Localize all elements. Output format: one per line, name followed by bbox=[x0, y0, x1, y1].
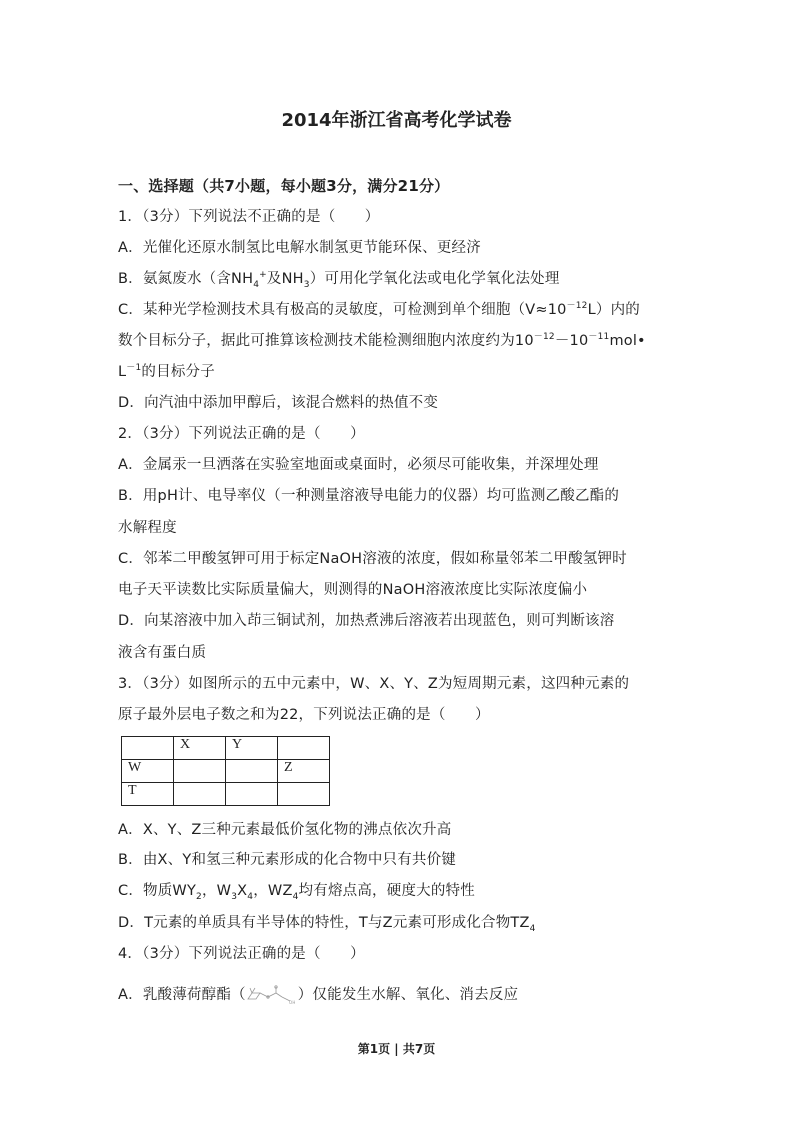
table-cell: W bbox=[122, 760, 174, 783]
subscript: 4 bbox=[247, 891, 254, 902]
table-cell bbox=[174, 783, 226, 806]
q2-option-c-cont: 电子天平读数比实际质量偏大，则测得的NaOH溶液浓度比实际浓度偏小 bbox=[118, 582, 588, 598]
text: 均有熔点高，硬度大的特性 bbox=[298, 883, 475, 899]
text: C．某种光学检测技术具有极高的灵敏度，可检测到单个细胞（V≈10 bbox=[118, 302, 567, 318]
q4-stem: 4．（3分）下列说法正确的是（ ） bbox=[118, 946, 365, 962]
q1-option-d: D．向汽油中添加甲醇后，该混合燃料的热值不变 bbox=[118, 395, 439, 411]
text: 数个目标分子，据此可推算该检测技术能检测细胞内浓度约为10 bbox=[118, 333, 534, 349]
text: L）内的 bbox=[587, 302, 640, 318]
table-cell bbox=[226, 760, 278, 783]
periodic-table-fragment bbox=[121, 736, 330, 806]
q2-stem: 2．（3分）下列说法正确的是（ ） bbox=[118, 426, 365, 442]
table-row bbox=[122, 783, 330, 806]
text: X bbox=[237, 883, 248, 899]
subscript: 3 bbox=[303, 279, 310, 290]
subscript: 3 bbox=[231, 891, 238, 902]
text: ）仅能发生水解、氧化、消去反应 bbox=[297, 987, 519, 1003]
q1-option-b bbox=[118, 269, 560, 289]
text: 及NH bbox=[266, 271, 304, 287]
table-cell: Y bbox=[226, 737, 278, 760]
molecule-structure-icon bbox=[246, 985, 298, 1005]
q1-option-c-cont bbox=[118, 331, 646, 351]
subscript: 4 bbox=[529, 923, 536, 934]
text: 的目标分子 bbox=[141, 364, 215, 380]
section-heading: 一、选择题（共7小题，每小题3分，满分21分） bbox=[118, 177, 450, 195]
q3-stem-cont: 原子最外层电子数之和为22，下列说法正确的是（ ） bbox=[118, 707, 490, 723]
table-row bbox=[122, 737, 330, 760]
q2-option-d-cont: 液含有蛋白质 bbox=[118, 645, 207, 661]
table-cell bbox=[278, 783, 330, 806]
q1-option-a: A．光催化还原水制氢比电解水制氢更节能环保、更经济 bbox=[118, 240, 481, 256]
table-cell: Z bbox=[278, 760, 330, 783]
subscript: 4 bbox=[253, 279, 260, 290]
text: ，W bbox=[201, 883, 232, 899]
q2-option-a: A．金属汞一旦洒落在实验室地面或桌面时，必须尽可能收集，并深埋处理 bbox=[118, 457, 599, 473]
q3-option-b: B．由X、Y和氢三种元素形成的化合物中只有共价键 bbox=[118, 852, 457, 868]
superscript: －11 bbox=[588, 332, 610, 343]
q1-option-c bbox=[118, 300, 640, 320]
subscript: 2 bbox=[196, 891, 202, 902]
q2-option-b-cont: 水解程度 bbox=[118, 520, 177, 536]
page-footer: 第1页 | 共7页 bbox=[357, 1042, 436, 1056]
q3-stem: 3．（3分）如图所示的五中元素中，W、X、Y、Z为短周期元素，这四种元素的 bbox=[118, 676, 630, 692]
table-cell bbox=[278, 737, 330, 760]
text: ，WZ bbox=[253, 883, 293, 899]
q4-option-a bbox=[118, 985, 518, 1005]
q3-option-c bbox=[118, 881, 475, 901]
table-cell bbox=[122, 737, 174, 760]
page-title: 2014年浙江省高考化学试卷 bbox=[281, 110, 512, 131]
text: B．氨氮废水（含NH bbox=[118, 271, 254, 287]
q3-option-d bbox=[118, 913, 536, 933]
superscript: + bbox=[259, 270, 267, 281]
text: A．乳酸薄荷醇酯（ bbox=[118, 987, 246, 1003]
q1-stem: 1．（3分）下列说法不正确的是（ ） bbox=[118, 209, 380, 225]
table-cell bbox=[226, 783, 278, 806]
table-row bbox=[122, 760, 330, 783]
superscript: －1 bbox=[126, 363, 142, 374]
text: C．物质WY bbox=[118, 883, 197, 899]
q1-option-c-cont2 bbox=[118, 362, 215, 382]
text: D．T元素的单质具有半导体的特性，T与Z元素可形成化合物TZ bbox=[118, 915, 530, 931]
q2-option-c: C．邻苯二甲酸氢钾可用于标定NaOH溶液的浓度，假如称量邻苯二甲酸氢钾时 bbox=[118, 551, 627, 567]
svg-text:OH: OH bbox=[288, 1000, 296, 1005]
table-cell bbox=[174, 760, 226, 783]
superscript: －12 bbox=[533, 332, 555, 343]
q2-option-d: D．向某溶液中加入茚三铜试剂，加热煮沸后溶液若出现蓝色，则可判断该溶 bbox=[118, 613, 615, 629]
text: －10 bbox=[554, 333, 589, 349]
table-cell: X bbox=[174, 737, 226, 760]
subscript: 4 bbox=[292, 891, 299, 902]
text: ）可用化学氧化法或电化学氧化法处理 bbox=[309, 271, 560, 287]
q3-option-a: A．X、Y、Z三种元素最低价氢化物的沸点依次升高 bbox=[118, 822, 452, 838]
superscript: －12 bbox=[566, 301, 588, 312]
text: mol• bbox=[609, 333, 646, 349]
q2-option-b: B．用pH计、电导率仪（一种测量溶液导电能力的仪器）均可监测乙酸乙酯的 bbox=[118, 488, 620, 504]
table-cell: T bbox=[122, 783, 174, 806]
text: L bbox=[118, 364, 127, 380]
